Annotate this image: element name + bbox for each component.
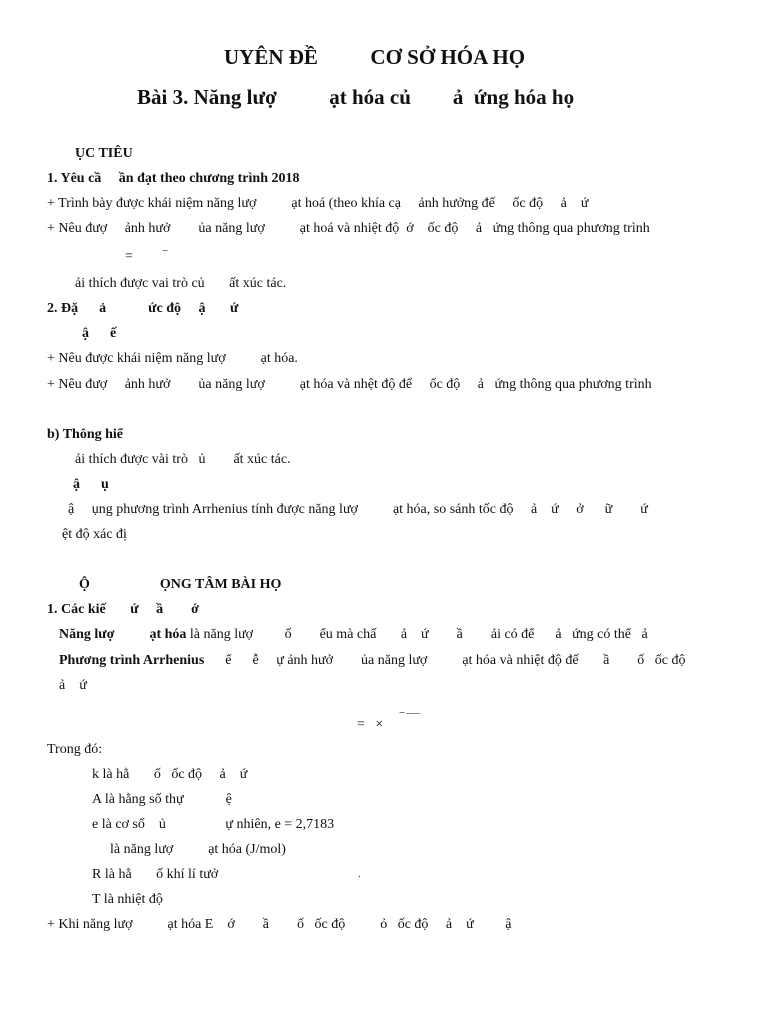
objective-line: ệt độ xác đị [62, 527, 127, 542]
definition-text: ể ễ ự ảnh hưở ủa năng lượ ạt hóa và nhiệt độ đế ầ ố ốc độ [204, 653, 686, 668]
objective-line: + Nêu được khái niệm năng lượ ạt hóa. [47, 351, 298, 366]
fraction-bar [406, 713, 420, 714]
definition-arrhenius [59, 652, 686, 670]
variable-definition: k là hằ ố ốc độ ả ứ [92, 767, 248, 782]
section-heading-objectives: ỤC TIÊU [75, 146, 133, 161]
objective-line: ậ ụng phương trình Arrhenius tính được năng lượ ạt hóa, so sánh tốc độ ả ứ ở ữ ứ [68, 502, 648, 517]
variable-definition: T là nhiệt độ [92, 892, 163, 907]
definition-text: là năng lượ ố ểu mà chấ ả ứ ầ ải có để ả ứng có thể ả [186, 627, 648, 642]
statement-line: + Khi năng lượ ạt hóa E ớ ầ ố ốc độ ỏ ốc độ ả ứ ậ [47, 917, 512, 932]
title-line-1: UYÊN ĐỀ CƠ SỞ HÓA HỌ [224, 45, 526, 69]
equation-fragment: − [162, 245, 169, 257]
definition-continuation: ả ứ [59, 678, 87, 693]
equation-fragment: = [125, 249, 133, 264]
where-label: Trong đó: [47, 742, 103, 757]
variable-definition: R là hằ ố khí lí tưở [92, 867, 219, 882]
definition-term: Phương trình Arrhenius [59, 653, 205, 668]
objective-line: ải thích được vai trò củ ất xúc tác. [75, 276, 287, 291]
subheading-knowledge: ậ ế [82, 326, 117, 341]
variable-definition: e là cơ số ủ ự nhiên, e = 2,7183 [92, 817, 335, 832]
title-line-2: Bài 3. Năng lượ ạt hóa củ ả ứng hóa họ [137, 85, 575, 109]
subheading-requirements: 1. Yêu cầ ần đạt theo chương trình 2018 [47, 171, 300, 186]
stray-dot: . [358, 869, 361, 880]
subheading-levels: 2. Đặ ả ức độ ậ ứ [47, 301, 239, 316]
equation-exponent [399, 704, 420, 722]
objective-line: + Trình bày được khái niệm năng lượ ạt hoá (theo khía cạ ảnh hưởng đế ốc độ ả ứ [47, 196, 589, 211]
subheading-basic-knowledge: 1. Các kiế ứ ầ ớ [47, 602, 199, 617]
arrhenius-equation: = × [357, 717, 384, 732]
variable-definition: A là hằng số thự ệ [92, 792, 232, 807]
objective-line: + Nêu đượ ảnh hưở ủa năng lượ ạt hóa và nhệt độ đế ốc độ ả ứng thông qua phương trình [47, 377, 652, 392]
exponent-minus: − [399, 707, 406, 719]
definition-activation-energy [59, 626, 648, 644]
subheading-understanding: b) Thông hiể [47, 427, 123, 442]
subheading-application: ậ ụ [73, 477, 109, 492]
objective-line: + Nêu đượ ảnh hưở ủa năng lượ ạt hoá và nhiệt độ ớ ốc độ ả ứng thông qua phương trình [47, 221, 650, 236]
variable-definition: là năng lượ ạt hóa (J/mol) [110, 842, 286, 857]
definition-term: Năng lượ ạt hóa [59, 627, 187, 642]
objective-line: ải thích được vài trò ủ ất xúc tác. [75, 452, 291, 467]
section-heading-core-content: Ộ ỌNG TÂM BÀI HỌ [79, 577, 282, 592]
